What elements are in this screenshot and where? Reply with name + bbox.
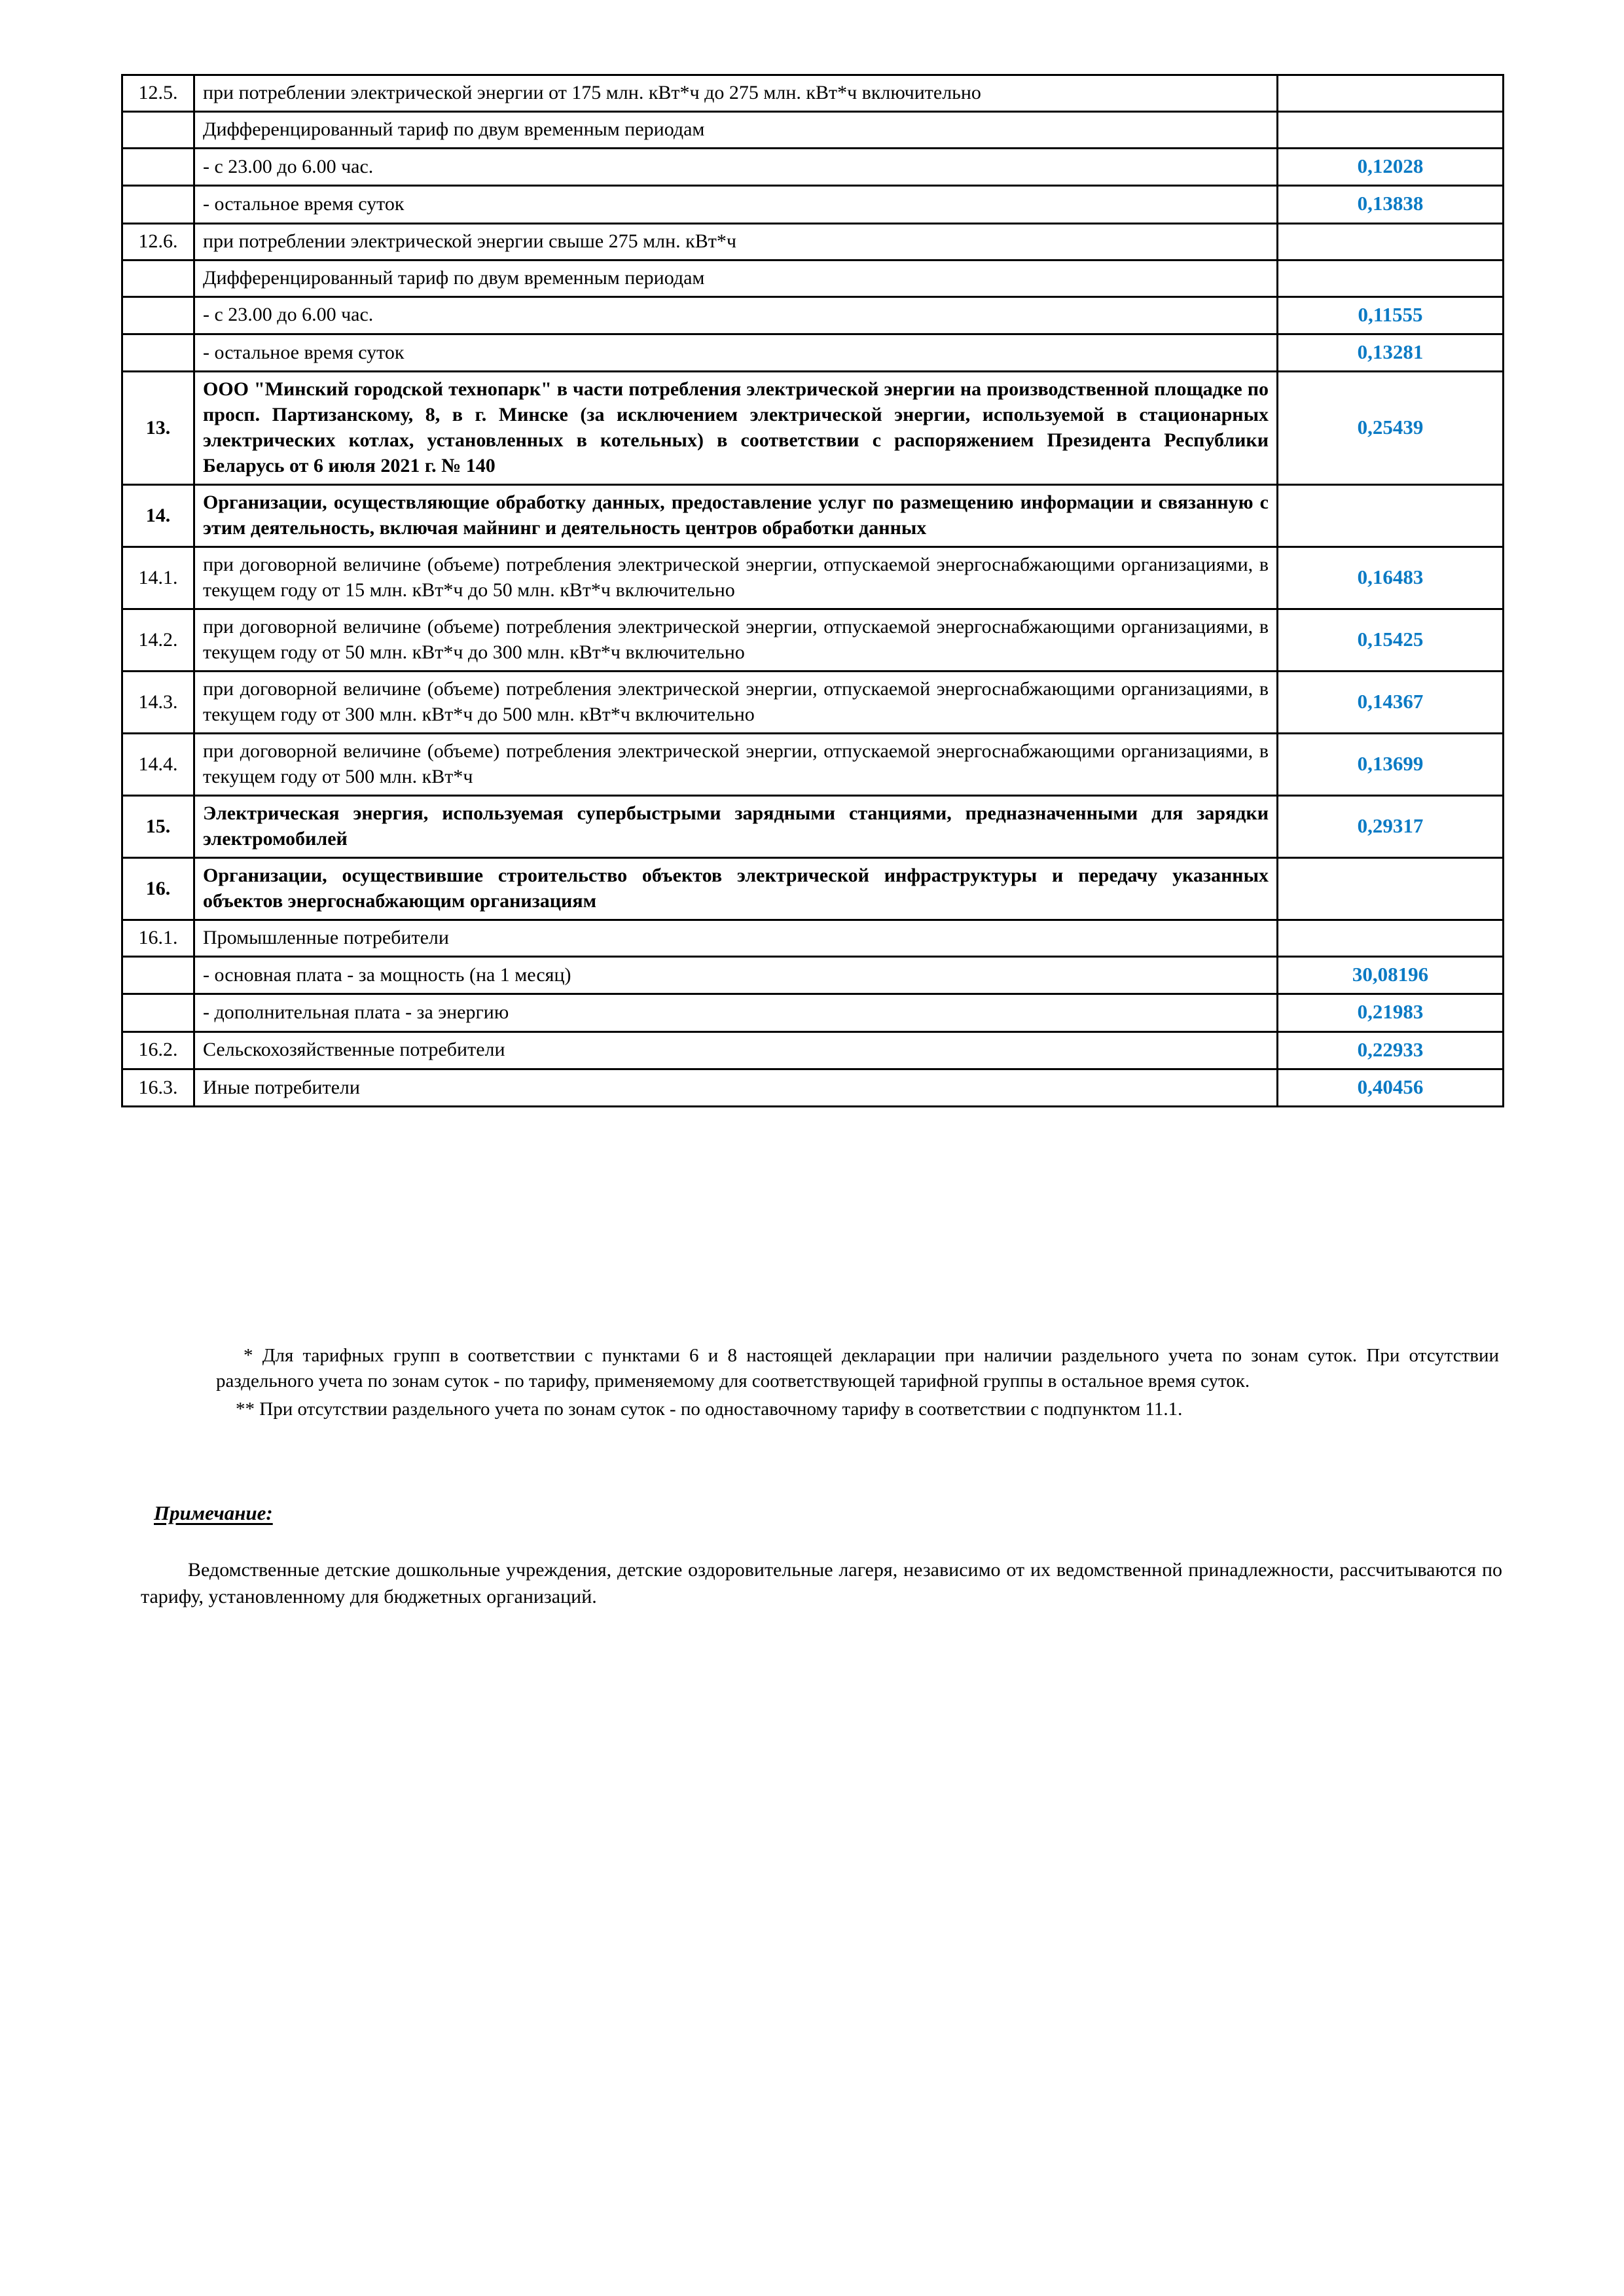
row-number-cell: 14. — [122, 485, 194, 547]
row-number-cell: 14.1. — [122, 547, 194, 609]
row-description-cell: Дифференцированный тариф по двум временным периодам — [194, 112, 1278, 149]
table-row — [122, 334, 1504, 371]
row-tariff-value-cell: 0,25439 — [1278, 372, 1504, 485]
row-tariff-value-cell: 0,16483 — [1278, 547, 1504, 609]
row-number-cell — [122, 112, 194, 149]
row-description-cell: Сельскохозяйственные потребители — [194, 1031, 1278, 1069]
table-row — [122, 796, 1504, 858]
footnote-double-asterisk: ** При отсутствии раздельного учета по зонам суток - по одноставочному тарифу в соответствии с подпунктом 11.1. — [236, 1398, 1183, 1420]
row-number-cell: 16.2. — [122, 1031, 194, 1069]
row-description-cell: - основная плата - за мощность (на 1 месяц) — [194, 957, 1278, 994]
row-number-cell — [122, 149, 194, 186]
note-paragraph: Ведомственные детские дошкольные учреждения, детские оздоровительные лагеря, независимо от их ведомственной принадлежности, рассчитываются по тарифу, установленному для бюджетных организаций. — [141, 1559, 1502, 1607]
row-tariff-value-cell: 30,08196 — [1278, 957, 1504, 994]
row-description-cell: Иные потребители — [194, 1069, 1278, 1107]
table-row — [122, 994, 1504, 1031]
row-description-cell: - остальное время суток — [194, 186, 1278, 223]
table-row — [122, 672, 1504, 734]
row-description-cell: - с 23.00 до 6.00 час. — [194, 296, 1278, 334]
table-row — [122, 75, 1504, 112]
row-description-cell: - дополнительная плата - за энергию — [194, 994, 1278, 1031]
row-number-cell: 14.2. — [122, 609, 194, 672]
row-number-cell — [122, 994, 194, 1031]
row-description-cell: при потреблении электрической энергии от 175 млн. кВт*ч до 275 млн. кВт*ч включительно — [194, 75, 1278, 112]
row-description-cell: - остальное время суток — [194, 334, 1278, 371]
row-tariff-value-cell: 0,15425 — [1278, 609, 1504, 672]
row-number-cell: 13. — [122, 372, 194, 485]
row-number-cell: 14.3. — [122, 672, 194, 734]
row-number-cell: 16.1. — [122, 920, 194, 957]
row-tariff-value-cell — [1278, 920, 1504, 957]
table-row — [122, 858, 1504, 920]
footnote-single-asterisk: * Для тарифных групп в соответствии с пунктами 6 и 8 настоящей декларации при наличии раздельного учета по зонам суток. При отсутствии раздельного учета по зонам суток - по тарифу, применяемому для соответствующей тарифной группы в остальное время суток. — [216, 1345, 1499, 1391]
row-description-cell: Организации, осуществившие строительство объектов электрической инфраструктуры и передачу указанных объектов энергоснабжающим организациям — [194, 858, 1278, 920]
row-tariff-value-cell: 0,29317 — [1278, 796, 1504, 858]
table-row — [122, 149, 1504, 186]
table-row — [122, 112, 1504, 149]
row-number-cell — [122, 957, 194, 994]
table-row — [122, 957, 1504, 994]
row-number-cell: 16. — [122, 858, 194, 920]
row-number-cell — [122, 296, 194, 334]
table-row — [122, 372, 1504, 485]
row-description-cell: при договорной величине (объеме) потребления электрической энергии, отпускаемой энергоснабжающими организациями, в текущем году от 300 млн. кВт*ч до 500 млн. кВт*ч включительно — [194, 672, 1278, 734]
row-tariff-value-cell: 0,13281 — [1278, 334, 1504, 371]
row-tariff-value-cell: 0,12028 — [1278, 149, 1504, 186]
row-description-cell: при договорной величине (объеме) потребления электрической энергии, отпускаемой энергоснабжающими организациями, в текущем году от 50 млн. кВт*ч до 300 млн. кВт*ч включительно — [194, 609, 1278, 672]
row-number-cell: 15. — [122, 796, 194, 858]
row-description-cell: Электрическая энергия, используемая супербыстрыми зарядными станциями, предназначенными для зарядки электромобилей — [194, 796, 1278, 858]
table-row — [122, 223, 1504, 260]
note-body — [141, 1557, 1502, 1611]
table-row — [122, 296, 1504, 334]
row-tariff-value-cell: 0,40456 — [1278, 1069, 1504, 1107]
table-row — [122, 485, 1504, 547]
table-row — [122, 260, 1504, 296]
tariff-table-body — [122, 75, 1504, 1107]
tariff-table — [121, 74, 1504, 1107]
table-row — [122, 1069, 1504, 1107]
row-description-cell: - с 23.00 до 6.00 час. — [194, 149, 1278, 186]
row-number-cell — [122, 260, 194, 296]
row-tariff-value-cell — [1278, 75, 1504, 112]
row-description-cell: при договорной величине (объеме) потребления электрической энергии, отпускаемой энергоснабжающими организациями, в текущем году от 15 млн. кВт*ч до 50 млн. кВт*ч включительно — [194, 547, 1278, 609]
row-tariff-value-cell: 0,11555 — [1278, 296, 1504, 334]
row-description-cell: Дифференцированный тариф по двум временным периодам — [194, 260, 1278, 296]
row-tariff-value-cell: 0,21983 — [1278, 994, 1504, 1031]
table-row — [122, 1031, 1504, 1069]
row-description-cell: Организации, осуществляющие обработку данных, предоставление услуг по размещению информации и связанную с этим деятельность, включая майнинг и деятельность центров обработки данных — [194, 485, 1278, 547]
row-tariff-value-cell — [1278, 858, 1504, 920]
row-number-cell — [122, 334, 194, 371]
table-row — [122, 734, 1504, 796]
row-description-cell: Промышленные потребители — [194, 920, 1278, 957]
note-heading: Примечание: — [154, 1501, 273, 1524]
row-tariff-value-cell: 0,13838 — [1278, 186, 1504, 223]
row-description-cell: при договорной величине (объеме) потребления электрической энергии, отпускаемой энергоснабжающими организациями, в текущем году от 500 млн. кВт*ч — [194, 734, 1278, 796]
row-tariff-value-cell — [1278, 112, 1504, 149]
row-tariff-value-cell — [1278, 223, 1504, 260]
row-description-cell: ООО "Минский городской технопарк" в части потребления электрической энергии на производственной площадке по просп. Партизанскому, 8, в г. Минске (за исключением электрической энергии, используемой в стационарных электрических котлах, установленных в котельных) в соответствии с распоряжением Президента Республики Беларусь от 6 июля 2021 г. № 140 — [194, 372, 1278, 485]
row-number-cell: 12.6. — [122, 223, 194, 260]
row-description-cell: при потреблении электрической энергии свыше 275 млн. кВт*ч — [194, 223, 1278, 260]
row-number-cell — [122, 186, 194, 223]
table-row — [122, 547, 1504, 609]
row-tariff-value-cell: 0,14367 — [1278, 672, 1504, 734]
row-tariff-value-cell: 0,22933 — [1278, 1031, 1504, 1069]
row-tariff-value-cell — [1278, 485, 1504, 547]
row-number-cell: 12.5. — [122, 75, 194, 112]
table-row — [122, 609, 1504, 672]
table-row — [122, 920, 1504, 957]
row-number-cell: 16.3. — [122, 1069, 194, 1107]
row-number-cell: 14.4. — [122, 734, 194, 796]
row-tariff-value-cell: 0,13699 — [1278, 734, 1504, 796]
footnotes-block — [216, 1343, 1499, 1422]
table-row — [122, 186, 1504, 223]
row-tariff-value-cell — [1278, 260, 1504, 296]
